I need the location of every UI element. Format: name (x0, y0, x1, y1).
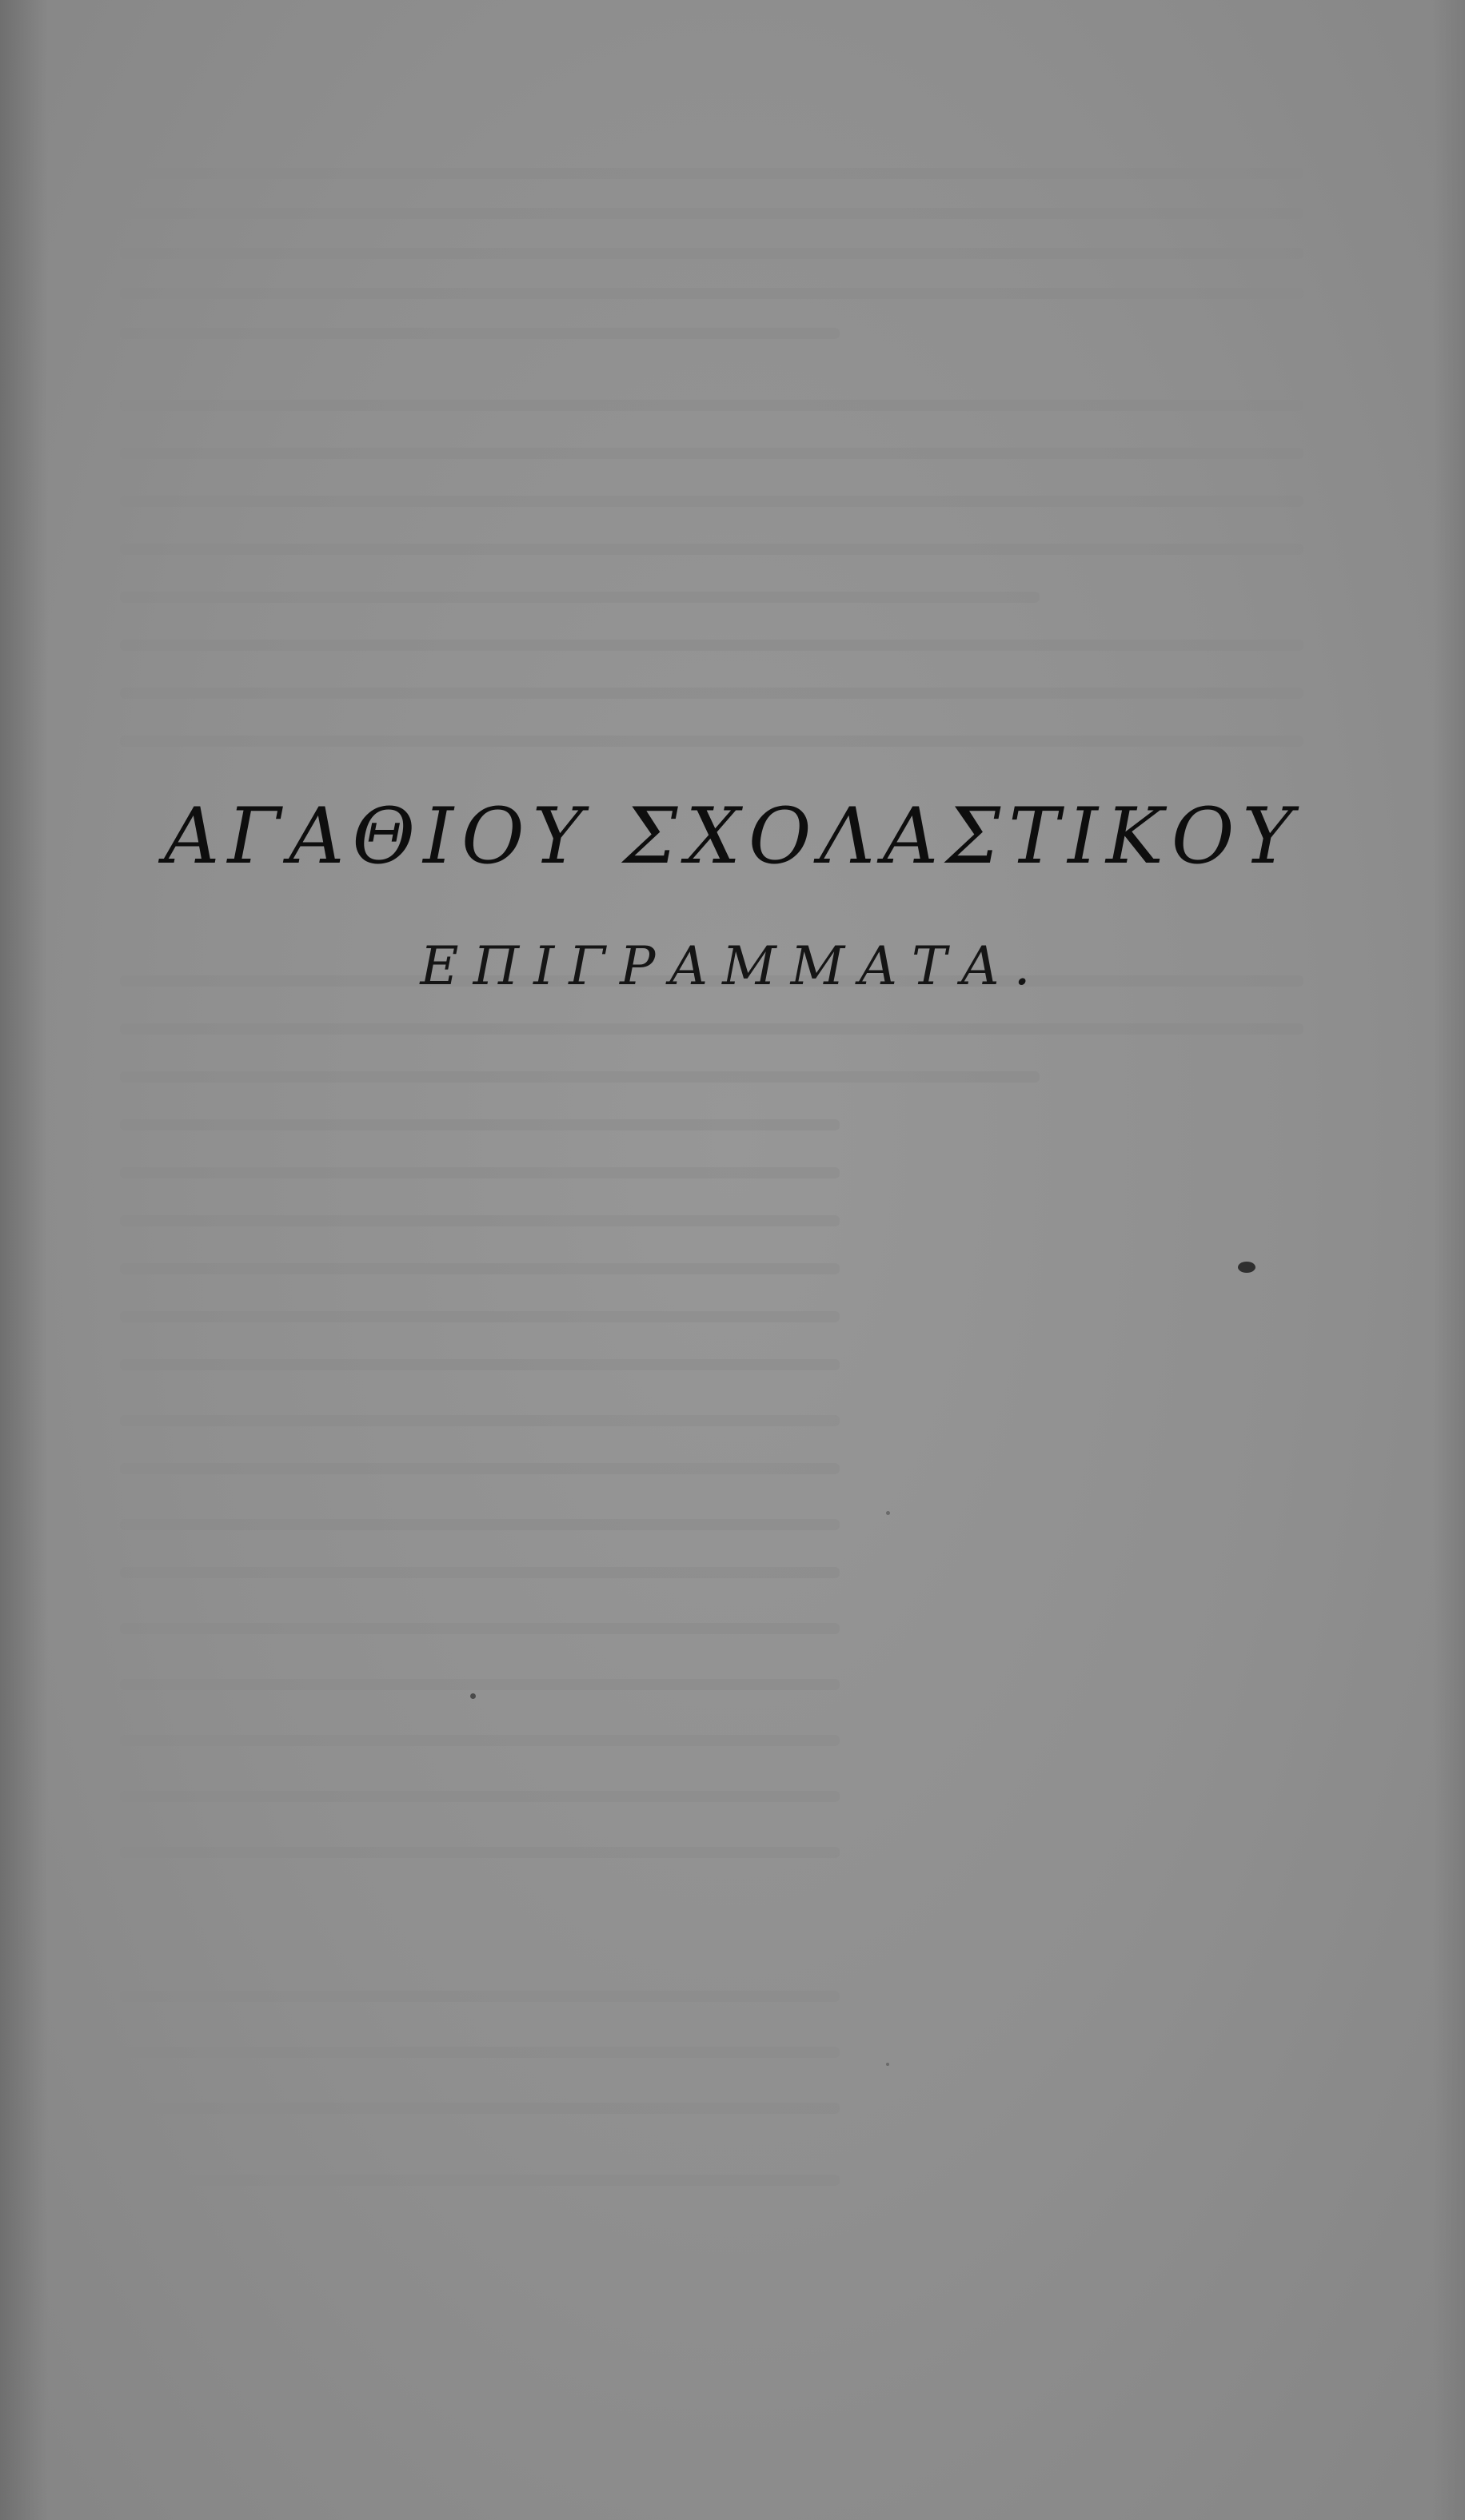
paper-speck (886, 2063, 889, 2066)
paper-speck (886, 1511, 890, 1515)
page-edge-shadow (1433, 0, 1465, 2520)
page-spine-shadow (0, 0, 48, 2520)
paper-speck (470, 1693, 476, 1699)
book-title: ΑΓΑΘΙΟΥ ΣΧΟΛΑΣΤΙΚΟΥ (164, 791, 1301, 881)
book-subtitle: ΕΠΙΓΡΑΜΜΑΤΑ. (420, 935, 1045, 997)
paper-speck (1238, 1262, 1255, 1273)
